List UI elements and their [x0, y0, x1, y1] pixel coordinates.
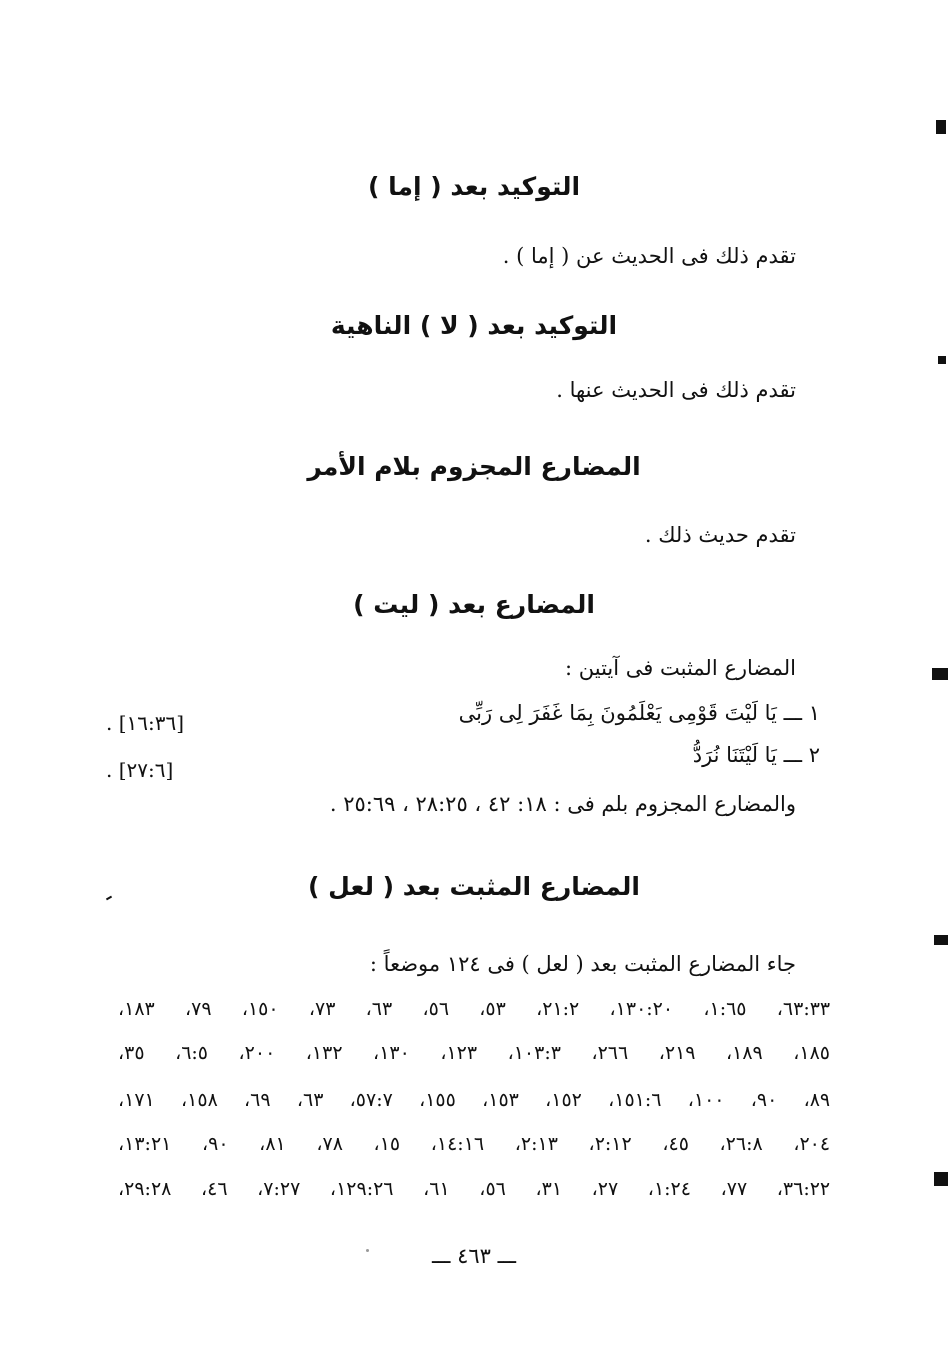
paragraph-emphasis-after-imma: تقدم ذلك فى الحديث عن ( إما ) .: [502, 244, 796, 268]
occurrence-list-line: ٢٠٤، ٢٦:٨، ٤٥، ٢:١٢، ٢:١٣، ١٤:١٦، ١٥، ٧٨، ٨١، ٩٠، ١٣:٢١،: [118, 1133, 831, 1155]
heading-emphasis-after-imma: التوكيد بعد ( إما ): [367, 172, 581, 201]
page-number: ـــ ٤٦٣ ـــ: [431, 1244, 517, 1268]
occurrence-list-line: ٨٩، ٩٠، ١٠٠، ١٥١:٦، ١٥٢، ١٥٣، ١٥٥، ٥٧:٧، ٦٣، ٦٩، ١٥٨، ١٧١،: [118, 1089, 831, 1111]
paragraph-jussive-lam-amr: تقدم حديث ذلك .: [644, 523, 796, 547]
heading-present-after-laalla: المضارع المثبت بعد ( لعل ): [308, 872, 640, 901]
heading-emphasis-after-la: التوكيد بعد ( لا ) الناهية: [330, 311, 618, 340]
paragraph-emphasis-after-la: تقدم ذلك فى الحديث عنها .: [556, 378, 796, 402]
heading-present-after-layta: المضارع بعد ( ليت ): [353, 590, 595, 619]
paragraph-present-after-laalla: جاء المضارع المثبت بعد ( لعل ) فى ١٢٤ موضعاً :: [369, 952, 796, 976]
occurrence-list-line: ٣٦:٢٢، ٧٧، ١:٢٤، ٢٧، ٣١، ٥٦، ٦١، ١٢٩:٢٦، ٧:٢٧، ٤٦، ٢٩:٢٨،: [118, 1178, 831, 1200]
scan-mark: [932, 668, 948, 680]
verse-line: ٢ ـــ يَا لَيْتَنَا نُرَدُّ: [692, 743, 820, 767]
scan-speck: [366, 1249, 369, 1252]
jussive-lam-references: والمضارع المجزوم بلم فى : ١٨: ٤٢ ، ٢٨:٢٥ ، ٢٥:٦٩ .: [329, 792, 796, 816]
scan-mark: [936, 120, 946, 134]
scan-mark: [934, 935, 948, 945]
verse-reference: [٢٧:٦] .: [106, 758, 174, 782]
occurrence-list-line: ١٨٥، ١٨٩، ٢١٩، ٢٦٦، ١٠٣:٣، ١٢٣، ١٣٠، ١٣٢، ٢٠٠، ٦:٥، ٣٥،: [118, 1042, 831, 1064]
scan-mark: [938, 356, 946, 364]
occurrence-list-line: ٦٣:٣٣، ١:٦٥، ١٣٠:٢٠، ٢١:٢، ٥٣، ٥٦، ٦٣، ٧٣، ١٥٠، ٧٩، ١٨٣،: [118, 998, 831, 1020]
paragraph-present-after-layta: المضارع المثبت فى آيتين :: [565, 656, 796, 680]
verse-line: ١ ـــ يَا لَيْتَ قَوْمِى يَعْلَمُونَ بِمَا غَفَرَ لِى رَبِّى: [458, 701, 820, 725]
scan-mark: [934, 1172, 948, 1186]
verse-reference: [١٦:٣٦] .: [106, 711, 185, 735]
heading-jussive-lam-amr: المضارع المجزوم بلام الأمر: [307, 452, 641, 481]
